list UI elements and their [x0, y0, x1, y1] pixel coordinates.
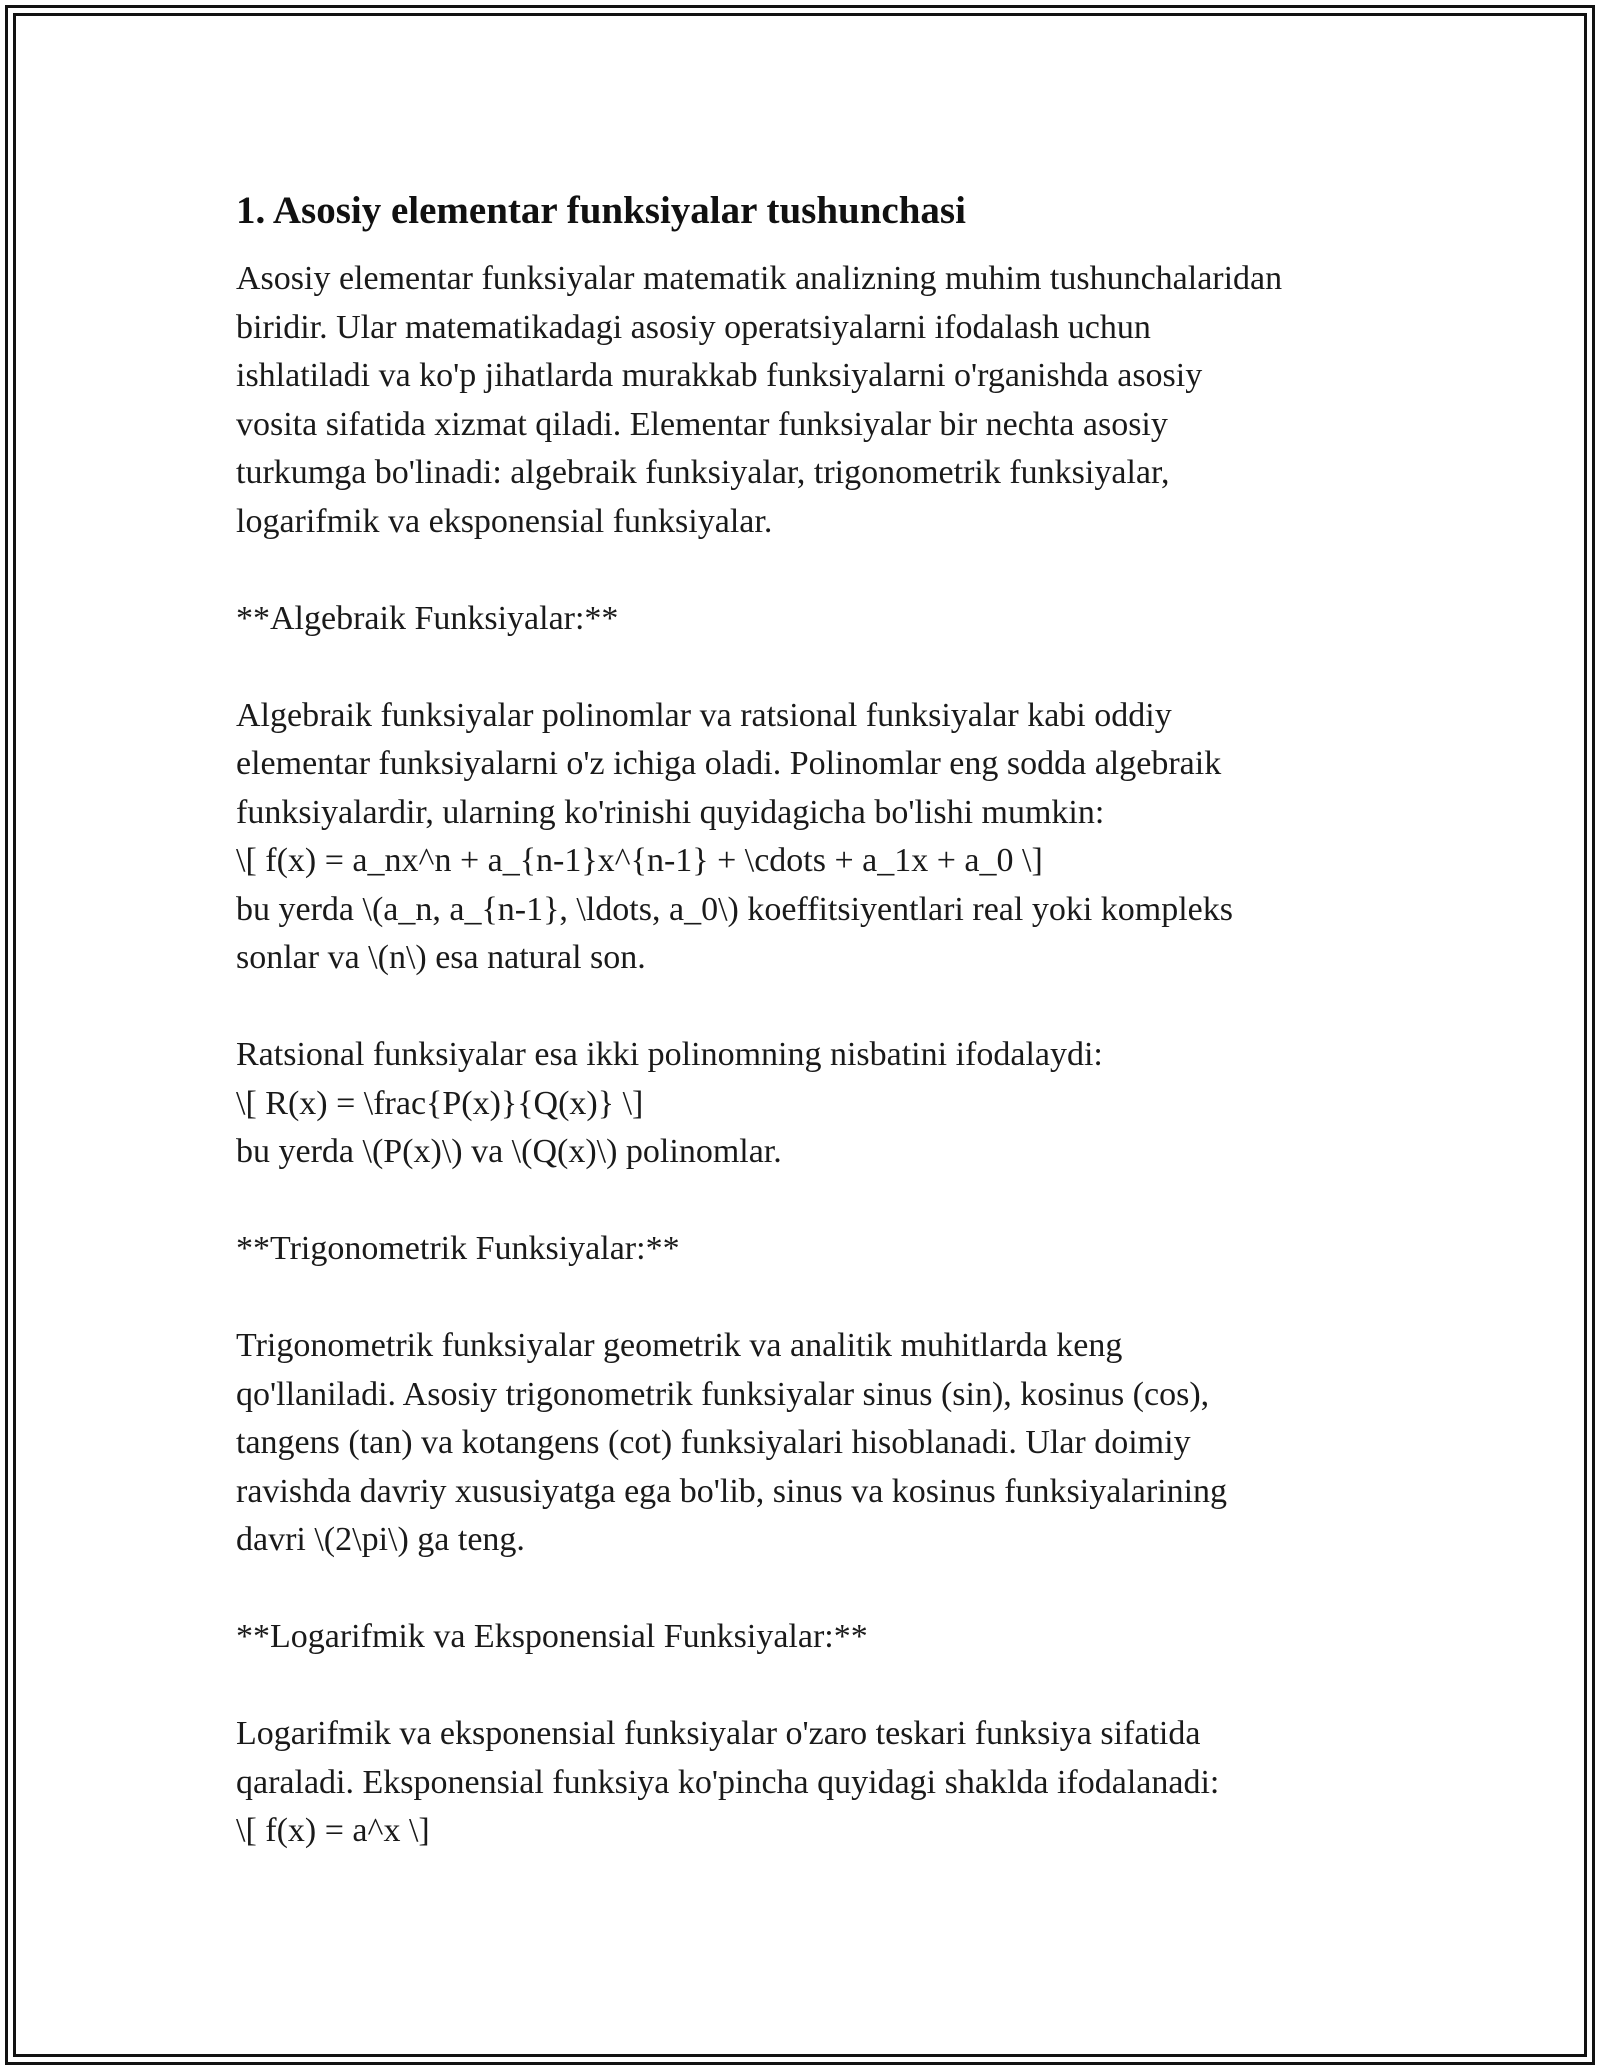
text-line: ishlatiladi va ko'p jihatlarda murakkab funksiyalarni o'rganishda asosiy: [236, 357, 1203, 394]
text-line: funksiyalardir, ularning ko'rinishi quyidagicha bo'lishi mumkin:: [236, 793, 1105, 831]
paragraph-spacer: [236, 546, 1396, 595]
text-line: **Trigonometrik Funksiyalar:**: [236, 1230, 680, 1267]
text-line: \[ f(x) = a_nx^n + a_{n-1}x^{n-1} + \cdots + a_1x + a_0 \]: [236, 842, 1043, 879]
paragraph-spacer: [236, 1177, 1396, 1226]
paragraph-spacer: [236, 983, 1396, 1032]
text-line: biridir. Ular matematikadagi asosiy operatsiyalarni ifodalash uchun: [236, 308, 1151, 346]
subheading-paragraph: [236, 1225, 1396, 1274]
text-line: vosita sifatida xizmat qiladi. Elementar funksiyalar bir nechta asosiy: [236, 405, 1168, 443]
text-line: **Algebraik Funksiyalar:**: [236, 599, 619, 637]
subheading-paragraph: [236, 1613, 1396, 1662]
subheading-paragraph: [236, 595, 1396, 644]
text-line: elementar funksiyalarni o'z ichiga oladi. Polinomlar eng sodda algebraik: [236, 745, 1222, 782]
paragraph-spacer: [236, 643, 1396, 692]
text-line: davri \(2\pi\) ga teng.: [236, 1521, 525, 1558]
section-heading: 1. Asosiy elementar funksiyalar tushunchasi: [236, 189, 966, 232]
text-line: Asosiy elementar funksiyalar matematik analizning muhim tushunchalaridan: [236, 260, 1283, 297]
text-line: logarifmik va eksponensial funksiyalar.: [236, 502, 773, 540]
text-line: qo'llaniladi. Asosiy trigonometrik funksiyalar sinus (sin), kosinus (cos),: [236, 1375, 1210, 1413]
text-line: qaraladi. Eksponensial funksiya ko'pincha quyidagi shaklda ifodalanadi:: [236, 1763, 1220, 1801]
text-line: bu yerda \(P(x)\) va \(Q(x)\) polinomlar.: [236, 1133, 782, 1170]
document-paragraphs: [236, 255, 1396, 1856]
body-paragraph: [236, 255, 1396, 546]
paragraph-spacer: [236, 1565, 1396, 1614]
body-paragraph: [236, 1710, 1396, 1856]
body-paragraph: [236, 1322, 1396, 1565]
text-line: Ratsional funksiyalar esa ikki polinomning nisbatini ifodalaydi:: [236, 1036, 1103, 1073]
text-line: Algebraik funksiyalar polinomlar va ratsional funksiyalar kabi oddiy: [236, 696, 1172, 734]
text-line: **Logarifmik va Eksponensial Funksiyalar:**: [236, 1618, 868, 1655]
body-paragraph: [236, 1031, 1396, 1177]
text-line: sonlar va \(n\) esa natural son.: [236, 939, 646, 976]
paragraph-spacer: [236, 1274, 1396, 1323]
text-line: Logarifmik va eksponensial funksiyalar o'zaro teskari funksiya sifatida: [236, 1715, 1201, 1752]
body-paragraph: [236, 692, 1396, 983]
text-line: \[ R(x) = \frac{P(x)}{Q(x)} \]: [236, 1084, 644, 1122]
text-line: \[ f(x) = a^x \]: [236, 1812, 430, 1849]
text-line: turkumga bo'linadi: algebraik funksiyalar, trigonometrik funksiyalar,: [236, 454, 1170, 491]
paragraph-spacer: [236, 1662, 1396, 1711]
text-line: tangens (tan) va kotangens (cot) funksiyalari hisoblanadi. Ular doimiy: [236, 1424, 1191, 1461]
document-body: [236, 180, 1396, 1856]
text-line: Trigonometrik funksiyalar geometrik va analitik muhitlarda keng: [236, 1327, 1123, 1364]
text-line: bu yerda \(a_n, a_{n-1}, \ldots, a_0\) koeffitsiyentlari real yoki kompleks: [236, 890, 1233, 928]
text-line: ravishda davriy xususiyatga ega bo'lib, sinus va kosinus funksiyalarining: [236, 1472, 1228, 1510]
